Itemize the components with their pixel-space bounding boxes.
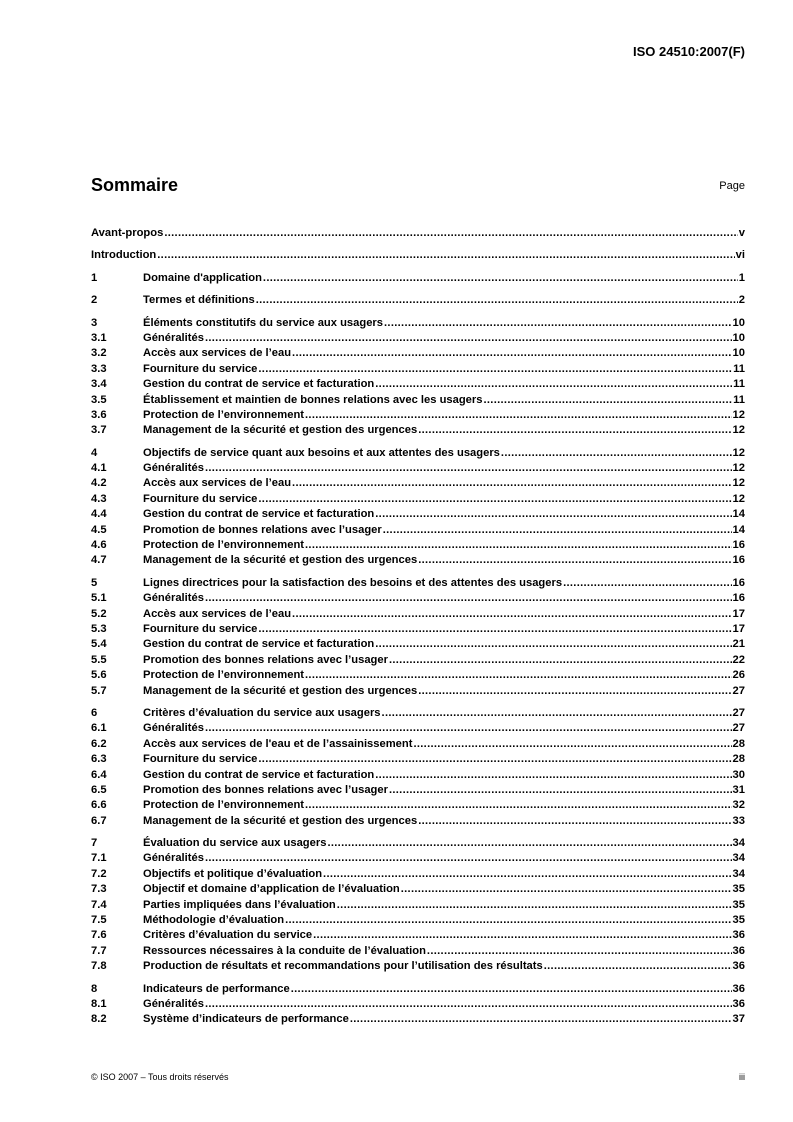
toc-entry-page: 35 xyxy=(732,883,745,896)
toc-entry-number: 4.2 xyxy=(91,477,107,490)
toc-entry[interactable] xyxy=(91,622,745,637)
toc-entry-title: Objectifs de service quant aux besoins et aux attentes des usagers xyxy=(143,446,500,459)
toc-entry-page: 27 xyxy=(732,684,745,697)
toc-entry-page: 32 xyxy=(732,799,745,812)
dot-leader xyxy=(427,944,732,959)
toc-entry-title: Gestion du contrat de service et facturation xyxy=(143,638,375,651)
toc-entry-number: 5.2 xyxy=(91,607,107,620)
toc-entry-page: 14 xyxy=(732,508,745,521)
toc-entry-page: vi xyxy=(735,249,745,262)
toc-entry-title: Termes et définitions xyxy=(143,294,255,307)
toc-entry-page: 27 xyxy=(732,706,745,719)
toc-entry-number: 7 xyxy=(91,837,98,850)
dot-leader xyxy=(305,668,732,683)
dot-leader xyxy=(292,476,732,491)
toc-entry[interactable] xyxy=(91,752,745,767)
toc-entry-title: Gestion du contrat de service et facturation xyxy=(143,508,375,521)
dot-leader xyxy=(418,423,731,438)
dot-leader xyxy=(305,408,732,423)
toc-entry-page: 10 xyxy=(732,347,745,360)
dot-leader xyxy=(483,393,732,408)
toc-entry-page: 36 xyxy=(732,982,745,995)
toc-entry-page: 12 xyxy=(732,477,745,490)
toc-entry[interactable] xyxy=(91,293,745,308)
toc-entry-page: 12 xyxy=(732,408,745,421)
toc-entry-page: 17 xyxy=(732,622,745,635)
toc-entry-page: 14 xyxy=(732,523,745,536)
toc-entry-title: Promotion des bonnes relations avec l’usager xyxy=(143,653,388,666)
toc-entry[interactable] xyxy=(91,959,745,974)
toc-entry[interactable] xyxy=(91,798,745,813)
toc-entry-page: 34 xyxy=(732,867,745,880)
toc-entry-number: 3.4 xyxy=(91,378,107,391)
toc-entry-number: 5 xyxy=(91,576,98,589)
toc-entry-title: Système d’indicateurs de performance xyxy=(143,1013,349,1026)
toc-entry-page: 33 xyxy=(732,814,745,827)
toc-entry-page: 12 xyxy=(732,424,745,437)
toc-entry-title: Promotion des bonnes relations avec l’usager xyxy=(143,783,388,796)
toc-entry[interactable] xyxy=(91,653,745,668)
toc-entry-page: 11 xyxy=(733,362,745,375)
toc-entry-title: Critères d’évaluation du service aux usagers xyxy=(143,706,381,719)
dot-leader xyxy=(263,271,738,286)
toc-entry-number: 4.1 xyxy=(91,462,107,475)
toc-entry-page: 35 xyxy=(732,914,745,927)
toc-entry[interactable] xyxy=(91,226,745,241)
toc-entry-title: Accès aux services de l’eau xyxy=(143,477,292,490)
dot-leader xyxy=(157,248,734,263)
dot-leader xyxy=(205,591,732,606)
toc-entry-number: 4.3 xyxy=(91,492,107,505)
page-title: Sommaire xyxy=(91,175,179,195)
dot-leader xyxy=(401,882,732,897)
toc-entry-number: 7.1 xyxy=(91,852,107,865)
toc-entry-title: Management de la sécurité et gestion des urgences xyxy=(143,554,418,567)
toc-entry[interactable] xyxy=(91,423,745,438)
dot-leader xyxy=(350,1012,732,1027)
toc-entry-title: Parties impliquées dans l’évaluation xyxy=(143,898,336,911)
dot-leader xyxy=(375,637,731,652)
toc-entry[interactable] xyxy=(91,1012,745,1027)
dot-leader xyxy=(305,538,732,553)
toc-entry-number: 6.5 xyxy=(91,783,107,796)
toc-entry-page: v xyxy=(738,227,745,239)
toc-entry-page: 11 xyxy=(733,378,745,391)
toc-entry-number: 1 xyxy=(91,271,98,284)
toc-entry-number: 3.5 xyxy=(91,393,107,406)
toc-entry-page: 36 xyxy=(732,997,745,1010)
toc-entry-page: 36 xyxy=(732,944,745,957)
toc-entry-number: 7.3 xyxy=(91,883,107,896)
dot-leader xyxy=(413,737,731,752)
toc-entry-page: 36 xyxy=(732,929,745,942)
dot-leader xyxy=(501,446,732,461)
toc-entry[interactable] xyxy=(91,492,745,507)
toc-entry-page: 16 xyxy=(732,592,745,605)
toc-entry[interactable] xyxy=(91,898,745,913)
toc-entry[interactable] xyxy=(91,461,745,476)
toc-entry[interactable] xyxy=(91,576,745,591)
toc-entry-page: 10 xyxy=(732,331,745,344)
toc-entry[interactable] xyxy=(91,507,745,522)
dot-leader xyxy=(258,362,732,377)
toc-entry-title: Objectif et domaine d’application de l’évaluation xyxy=(143,883,400,896)
toc-entry-page: 16 xyxy=(732,539,745,552)
toc-entry-title: Établissement et maintien de bonnes relations avec les usagers xyxy=(143,393,483,406)
toc-entry[interactable] xyxy=(91,271,745,286)
toc-entry-number: 4.4 xyxy=(91,508,107,521)
dot-leader xyxy=(285,913,731,928)
toc-entry-number: 5.1 xyxy=(91,592,107,605)
toc-entry-title: Domaine d'application xyxy=(143,271,262,284)
toc-entry[interactable] xyxy=(91,997,745,1012)
toc-entry-title: Éléments constitutifs du service aux usagers xyxy=(143,316,383,329)
dot-leader xyxy=(323,867,732,882)
toc-entry[interactable] xyxy=(91,637,745,652)
dot-leader xyxy=(544,959,732,974)
toc-entry-number: 6.6 xyxy=(91,799,107,812)
toc-entry-number: 6 xyxy=(91,706,98,719)
toc-entry-number: 4.6 xyxy=(91,539,107,552)
toc-entry-title: Avant-propos xyxy=(91,227,164,239)
toc-entry-number: 3 xyxy=(91,316,98,329)
footer-page-number: iii xyxy=(739,1072,745,1082)
toc-entry-page: 36 xyxy=(732,960,745,973)
toc-entry[interactable] xyxy=(91,377,745,392)
toc-entry[interactable] xyxy=(91,867,745,882)
toc-entry-page: 21 xyxy=(732,638,745,651)
dot-leader xyxy=(258,492,731,507)
toc-entry-title: Fourniture du service xyxy=(143,753,258,766)
toc-entry-page: 27 xyxy=(732,722,745,735)
table-of-contents xyxy=(91,219,745,1028)
dot-leader xyxy=(205,331,732,346)
dot-leader xyxy=(258,622,731,637)
dot-leader xyxy=(375,507,731,522)
toc-entry[interactable] xyxy=(91,607,745,622)
toc-entry-number: 8.1 xyxy=(91,997,107,1010)
toc-entry[interactable] xyxy=(91,783,745,798)
toc-entry-number: 6.1 xyxy=(91,722,107,735)
dot-leader xyxy=(205,851,732,866)
toc-entry-title: Généralités xyxy=(143,592,204,605)
toc-entry-number: 8.2 xyxy=(91,1013,107,1026)
toc-entry-title: Production de résultats et recommandations pour l’utilisation des résultats xyxy=(143,960,543,973)
toc-entry[interactable] xyxy=(91,851,745,866)
dot-leader xyxy=(382,706,732,721)
toc-entry-title: Management de la sécurité et gestion des urgences xyxy=(143,814,418,827)
toc-entry-number: 7.8 xyxy=(91,960,107,973)
toc-entry-title: Gestion du contrat de service et facturation xyxy=(143,768,375,781)
toc-entry-number: 7.5 xyxy=(91,914,107,927)
toc-entry-title: Objectifs et politique d’évaluation xyxy=(143,867,323,880)
toc-entry-title: Ressources nécessaires à la conduite de l’évaluation xyxy=(143,944,426,957)
toc-entry-number: 3.6 xyxy=(91,408,107,421)
toc-entry-number: 3.2 xyxy=(91,347,107,360)
toc-entry-page: 28 xyxy=(732,737,745,750)
toc-entry-title: Promotion de bonnes relations avec l’usager xyxy=(143,523,382,536)
toc-entry-title: Protection de l’environnement xyxy=(143,669,305,682)
toc-entry-number: 4 xyxy=(91,446,98,459)
toc-entry-page: 17 xyxy=(732,607,745,620)
dot-leader xyxy=(384,316,732,331)
toc-entry-title: Lignes directrices pour la satisfaction des besoins et des attentes des usagers xyxy=(143,576,563,589)
toc-entry-title: Gestion du contrat de service et facturation xyxy=(143,378,375,391)
toc-entry-page: 1 xyxy=(738,271,745,284)
toc-entry-page: 35 xyxy=(732,898,745,911)
toc-entry-number: 5.4 xyxy=(91,638,107,651)
toc-entry-number: 3.3 xyxy=(91,362,107,375)
toc-entry-number: 6.4 xyxy=(91,768,107,781)
toc-entry-number: 4.7 xyxy=(91,554,107,567)
toc-entry-title: Généralités xyxy=(143,852,204,865)
toc-entry-title: Généralités xyxy=(143,997,204,1010)
toc-entry[interactable] xyxy=(91,362,745,377)
toc-entry-number: 8 xyxy=(91,982,98,995)
dot-leader xyxy=(305,798,732,813)
toc-entry-title: Introduction xyxy=(91,249,157,262)
toc-entry-page: 16 xyxy=(732,554,745,567)
toc-entry-number: 5.7 xyxy=(91,684,107,697)
toc-entry-page: 30 xyxy=(732,768,745,781)
toc-entry[interactable] xyxy=(91,913,745,928)
document-id: ISO 24510:2007(F) xyxy=(632,44,745,59)
toc-entry[interactable] xyxy=(91,814,745,829)
toc-entry-title: Critères d’évaluation du service xyxy=(143,929,313,942)
toc-entry[interactable] xyxy=(91,316,745,331)
toc-entry[interactable] xyxy=(91,684,745,699)
toc-entry-page: 10 xyxy=(732,316,745,329)
toc-entry[interactable] xyxy=(91,476,745,491)
dot-leader xyxy=(205,721,732,736)
dot-leader xyxy=(164,226,737,241)
toc-entry-title: Généralités xyxy=(143,462,204,475)
toc-entry-title: Management de la sécurité et gestion des urgences xyxy=(143,684,418,697)
toc-entry[interactable] xyxy=(91,737,745,752)
toc-entry-title: Accès aux services de l'eau et de l’assainissement xyxy=(143,737,413,750)
toc-entry[interactable] xyxy=(91,768,745,783)
toc-entry-number: 5.5 xyxy=(91,653,107,666)
toc-entry-title: Fourniture du service xyxy=(143,362,258,375)
dot-leader xyxy=(383,523,732,538)
toc-entry-page: 34 xyxy=(732,852,745,865)
toc-entry-title: Accès aux services de l’eau xyxy=(143,347,292,360)
dot-leader xyxy=(291,982,732,997)
dot-leader xyxy=(375,768,731,783)
toc-entry-title: Généralités xyxy=(143,722,204,735)
toc-entry-page: 26 xyxy=(732,669,745,682)
toc-entry-page: 12 xyxy=(732,462,745,475)
toc-entry[interactable] xyxy=(91,408,745,423)
toc-entry[interactable] xyxy=(91,331,745,346)
toc-entry-title: Méthodologie d’évaluation xyxy=(143,914,285,927)
toc-entry-title: Protection de l’environnement xyxy=(143,408,305,421)
toc-entry-title: Généralités xyxy=(143,331,204,344)
dot-leader xyxy=(327,836,731,851)
toc-entry[interactable] xyxy=(91,928,745,943)
toc-entry-page: 16 xyxy=(732,576,745,589)
toc-entry-page: 12 xyxy=(732,492,745,505)
dot-leader xyxy=(418,684,731,699)
toc-entry[interactable] xyxy=(91,944,745,959)
dot-leader xyxy=(418,553,731,568)
toc-entry-page: 37 xyxy=(732,1013,745,1026)
dot-leader xyxy=(389,783,732,798)
toc-entry[interactable] xyxy=(91,668,745,683)
toc-entry-number: 3.7 xyxy=(91,424,107,437)
toc-entry[interactable] xyxy=(91,446,745,461)
toc-entry[interactable] xyxy=(91,346,745,361)
page-column-label: Page xyxy=(719,180,745,192)
toc-entry-page: 12 xyxy=(732,446,745,459)
toc-entry-page: 11 xyxy=(733,393,745,406)
dot-leader xyxy=(563,576,731,591)
toc-entry-number: 7.7 xyxy=(91,944,107,957)
footer-copyright: © ISO 2007 – Tous droits réservés xyxy=(91,1072,229,1082)
dot-leader xyxy=(313,928,731,943)
toc-entry-title: Protection de l’environnement xyxy=(143,799,305,812)
dot-leader xyxy=(418,814,731,829)
toc-entry[interactable] xyxy=(91,882,745,897)
toc-entry-title: Indicateurs de performance xyxy=(143,982,290,995)
toc-entry-number: 5.3 xyxy=(91,622,107,635)
toc-entry-number: 4.5 xyxy=(91,523,107,536)
toc-entry-number: 7.6 xyxy=(91,929,107,942)
toc-entry-title: Évaluation du service aux usagers xyxy=(143,837,327,850)
toc-entry-number: 7.2 xyxy=(91,867,107,880)
toc-entry[interactable] xyxy=(91,721,745,736)
toc-entry-number: 2 xyxy=(91,294,98,307)
toc-entry[interactable] xyxy=(91,523,745,538)
toc-entry-page: 28 xyxy=(732,753,745,766)
toc-entry-number: 6.7 xyxy=(91,814,107,827)
toc-entry-page: 31 xyxy=(732,783,745,796)
dot-leader xyxy=(292,607,732,622)
toc-entry-title: Accès aux services de l’eau xyxy=(143,607,292,620)
toc-entry-title: Protection de l’environnement xyxy=(143,539,305,552)
toc-entry[interactable] xyxy=(91,982,745,997)
toc-entry[interactable] xyxy=(91,706,745,721)
toc-entry[interactable] xyxy=(91,393,745,408)
dot-leader xyxy=(205,461,732,476)
toc-entry-number: 6.3 xyxy=(91,753,107,766)
toc-entry-page: 34 xyxy=(732,837,745,850)
toc-entry-number: 6.2 xyxy=(91,737,107,750)
dot-leader xyxy=(205,997,732,1012)
toc-entry-title: Management de la sécurité et gestion des urgences xyxy=(143,424,418,437)
dot-leader xyxy=(256,293,738,308)
dot-leader xyxy=(389,653,732,668)
toc-entry-number: 5.6 xyxy=(91,669,107,682)
dot-leader xyxy=(375,377,732,392)
toc-entry[interactable] xyxy=(91,553,745,568)
toc-entry-title: Fourniture du service xyxy=(143,492,258,505)
toc-entry-number: 7.4 xyxy=(91,898,107,911)
dot-leader xyxy=(292,346,732,361)
toc-entry-title: Fourniture du service xyxy=(143,622,258,635)
toc-entry[interactable] xyxy=(91,538,745,553)
toc-entry-number: 3.1 xyxy=(91,331,107,344)
toc-entry-page: 22 xyxy=(732,653,745,666)
toc-entry[interactable] xyxy=(91,591,745,606)
toc-entry-page: 2 xyxy=(738,294,745,307)
dot-leader xyxy=(258,752,731,767)
dot-leader xyxy=(337,898,732,913)
toc-entry[interactable] xyxy=(91,836,745,851)
toc-entry[interactable] xyxy=(91,248,745,263)
